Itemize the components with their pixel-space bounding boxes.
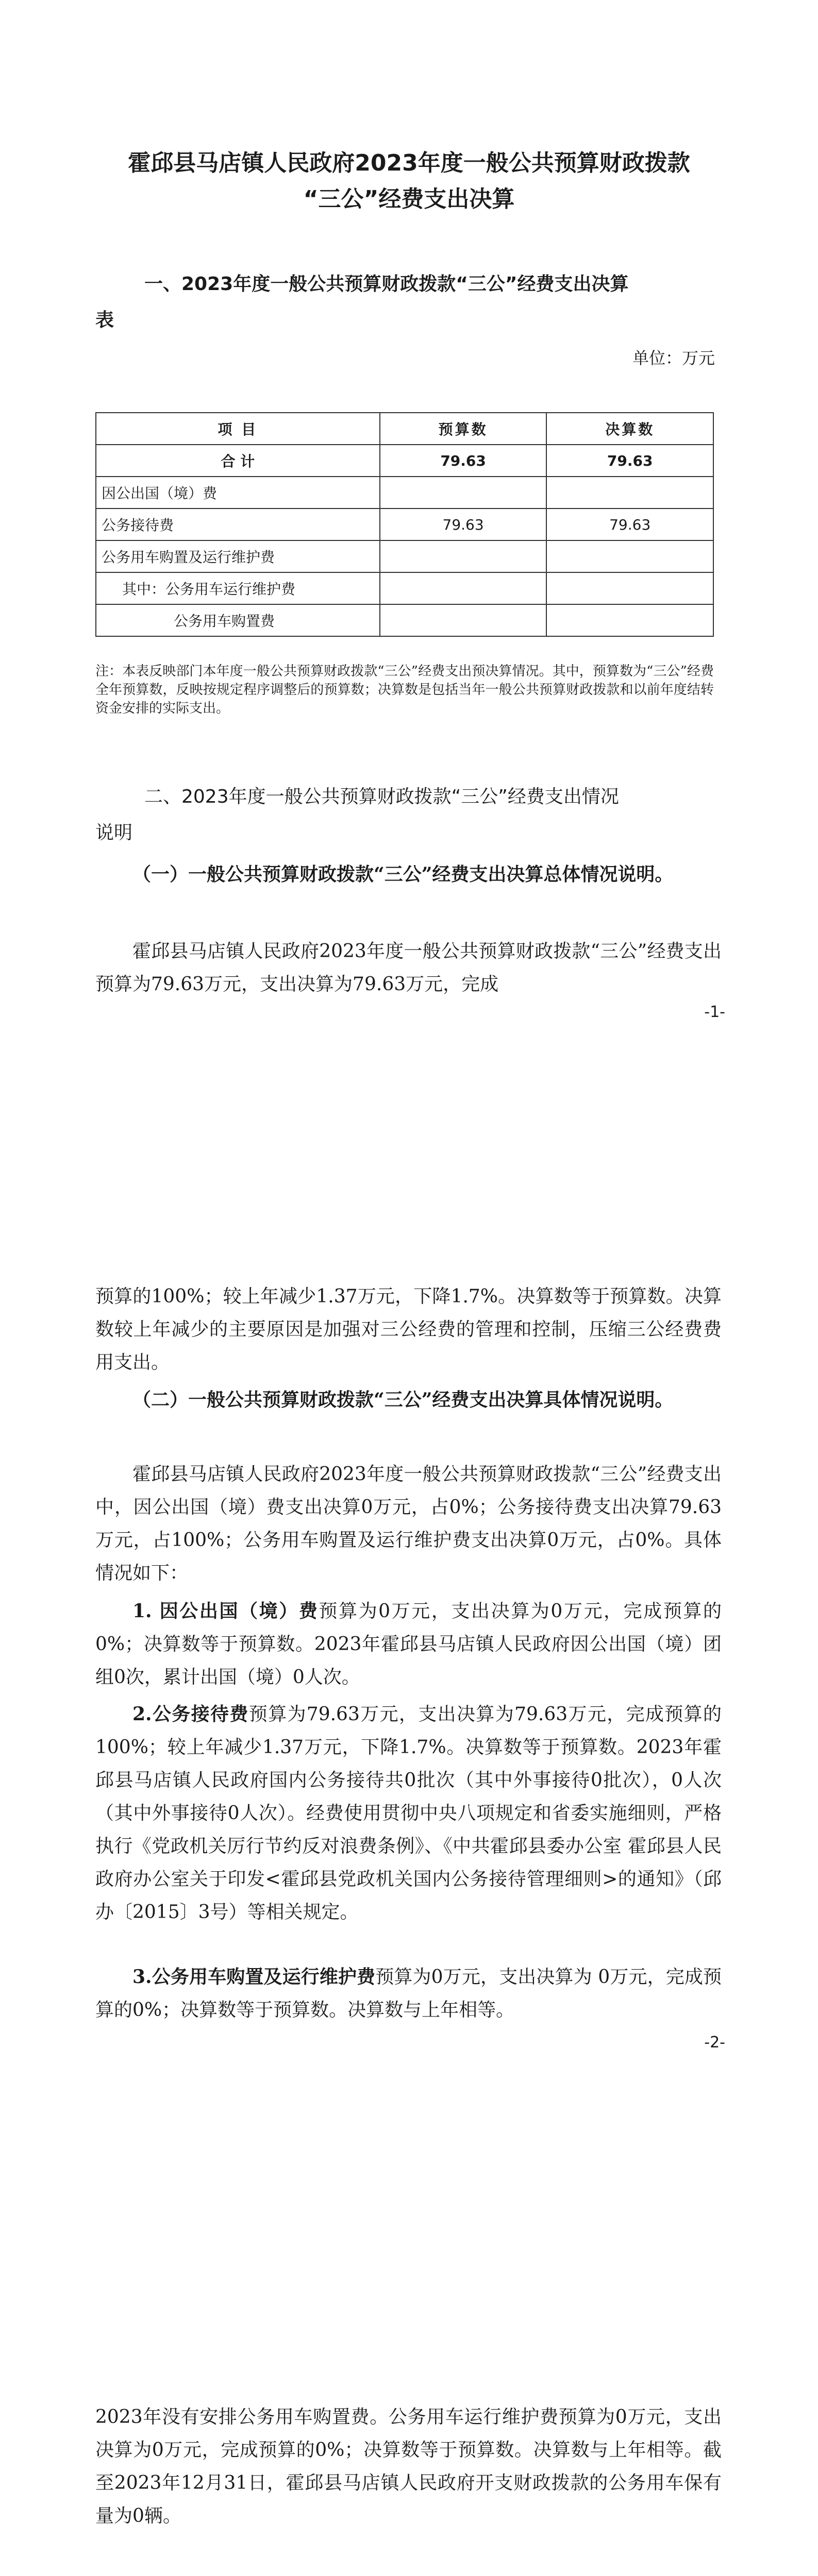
item-3-text: 预算为0万元，支出决算为 0万元，完成预算的0%；决算数等于预算数。决算数与上年相等。 <box>95 1967 722 2021</box>
row-budget <box>380 477 547 509</box>
item-3-lead: 3.公务用车购置及运行维护费 <box>132 1966 376 1988</box>
row-actual <box>546 572 713 604</box>
document-title-line-1: 霍邱县马店镇人民政府2023年度一般公共预算财政拨款 <box>128 150 690 176</box>
header-item: 项 目 <box>96 413 380 445</box>
row-actual: 79.63 <box>546 509 713 540</box>
table-note: 注：本表反映部门本年度一般公共预算财政拨款“三公”经费支出预决算情况。其中，预算数为“三公”经费全年预算数，反映按规定程序调整后的预算数；决算数是包括当年一般公共预算财政拨款和以前年度结转资金安排的实际支出。 <box>95 664 714 716</box>
subsection1-heading: （一）一般公共预算财政拨款“三公”经费支出决算总体情况说明。 <box>132 863 674 885</box>
row-actual <box>546 604 713 636</box>
section2-heading-line-2: 说明 <box>95 822 133 843</box>
table-row <box>96 509 713 540</box>
item-2-official-reception <box>95 1698 722 1929</box>
section1-heading-line-1: 一、2023年度一般公共预算财政拨款“三公”经费支出决算 <box>144 274 629 295</box>
header-budget: 预算数 <box>380 413 547 445</box>
paragraph-3: 2023年没有安排公务用车购置费。公务用车运行维护费预算为0万元，支出决算为0万元，完成预算的0%；决算数等于预算数。决算数与上年相等。截至2023年12月31日，霍邱县马店镇人民政府开支财政拨款的公务用车保有量为0辆。 <box>95 2406 722 2527</box>
table-row <box>96 604 713 636</box>
row-actual <box>546 540 713 572</box>
row-label: 公务接待费 <box>96 509 380 540</box>
document-title-line-2: “三公”经费支出决算 <box>303 186 515 212</box>
unit-label: 单位：万元 <box>632 348 715 368</box>
page-2 <box>0 1157 818 2313</box>
page-3 <box>0 2313 818 2576</box>
table-row <box>96 477 713 509</box>
row-budget: 79.63 <box>380 509 547 540</box>
sangong-expenditure-table <box>95 412 714 637</box>
total-label: 合 计 <box>96 445 380 477</box>
row-budget <box>380 540 547 572</box>
page-number-1: -1- <box>704 1003 725 1021</box>
row-budget <box>380 572 547 604</box>
header-actual: 决算数 <box>546 413 713 445</box>
page-1 <box>0 0 818 1157</box>
paragraph-2: 霍邱县马店镇人民政府2023年度一般公共预算财政拨款“三公”经费支出中，因公出国（境）费支出决算0万元，占0%；公务接待费支出决算79.63万元，占100%；公务用车购置及运行维护费支出决算0万元，占0%。具体情况如下： <box>95 1464 722 1584</box>
item-2-lead: 2.公务接待费 <box>132 1703 249 1725</box>
paragraph-1-part-2: 预算的100%；较上年减少1.37万元，下降1.7%。决算数等于预算数。决算数较上年减少的主要原因是加强对三公经费的管理和控制，压缩三公经费费用支出。 <box>95 1286 722 1373</box>
table-row <box>96 540 713 572</box>
row-label: 其中：公务用车运行维护费 <box>96 572 380 604</box>
item-2-text: 预算为79.63万元，支出决算为79.63万元，完成预算的100%；较上年减少1.37万元，下降1.7%。决算数等于预算数。2023年霍邱县马店镇人民政府国内公务接待共0批次（其中外事接待0批次），0人次（其中外事接待0人次）。经费使用贯彻中央八项规定和省委实施细则，严格执行《党政机关厉行节约反对浪费条例》、《中共霍邱县委办公室 霍邱县人民政府办公室关于印发<霍邱县党政机关国内公务接待管理细则>的通知》（邱办〔2015〕3号）等相关规定。 <box>95 1704 722 1923</box>
page-number-2: -2- <box>704 2033 725 2052</box>
table-row-total <box>96 445 713 477</box>
table-header-row <box>96 413 713 445</box>
item-1-text: 预算为0万元，支出决算为0万元，完成预算的0%；决算数等于预算数。2023年霍邱县马店镇人民政府因公出国（境）团组0次，累计出国（境）0人次。 <box>95 1601 722 1688</box>
table-row <box>96 572 713 604</box>
section1-heading-line-2: 表 <box>95 310 114 331</box>
row-budget <box>380 604 547 636</box>
row-label: 公务用车购置费 <box>96 604 380 636</box>
row-actual <box>546 477 713 509</box>
subsection2-heading: （二）一般公共预算财政拨款“三公”经费支出决算具体情况说明。 <box>132 1389 674 1411</box>
row-label: 公务用车购置及运行维护费 <box>96 540 380 572</box>
row-label: 因公出国（境）费 <box>96 477 380 509</box>
item-3-official-vehicle <box>95 1960 722 2027</box>
section2-heading-line-1: 二、2023年度一般公共预算财政拨款“三公”经费支出情况 <box>144 786 619 807</box>
total-budget: 79.63 <box>380 445 547 477</box>
paragraph-1-part-1: 霍邱县马店镇人民政府2023年度一般公共预算财政拨款“三公”经费支出预算为79.63万元，支出决算为79.63万元，完成 <box>95 941 722 995</box>
item-1-lead: 1. 因公出国（境）费 <box>132 1600 319 1622</box>
item-1-outbound-travel <box>95 1595 722 1694</box>
total-actual: 79.63 <box>546 445 713 477</box>
